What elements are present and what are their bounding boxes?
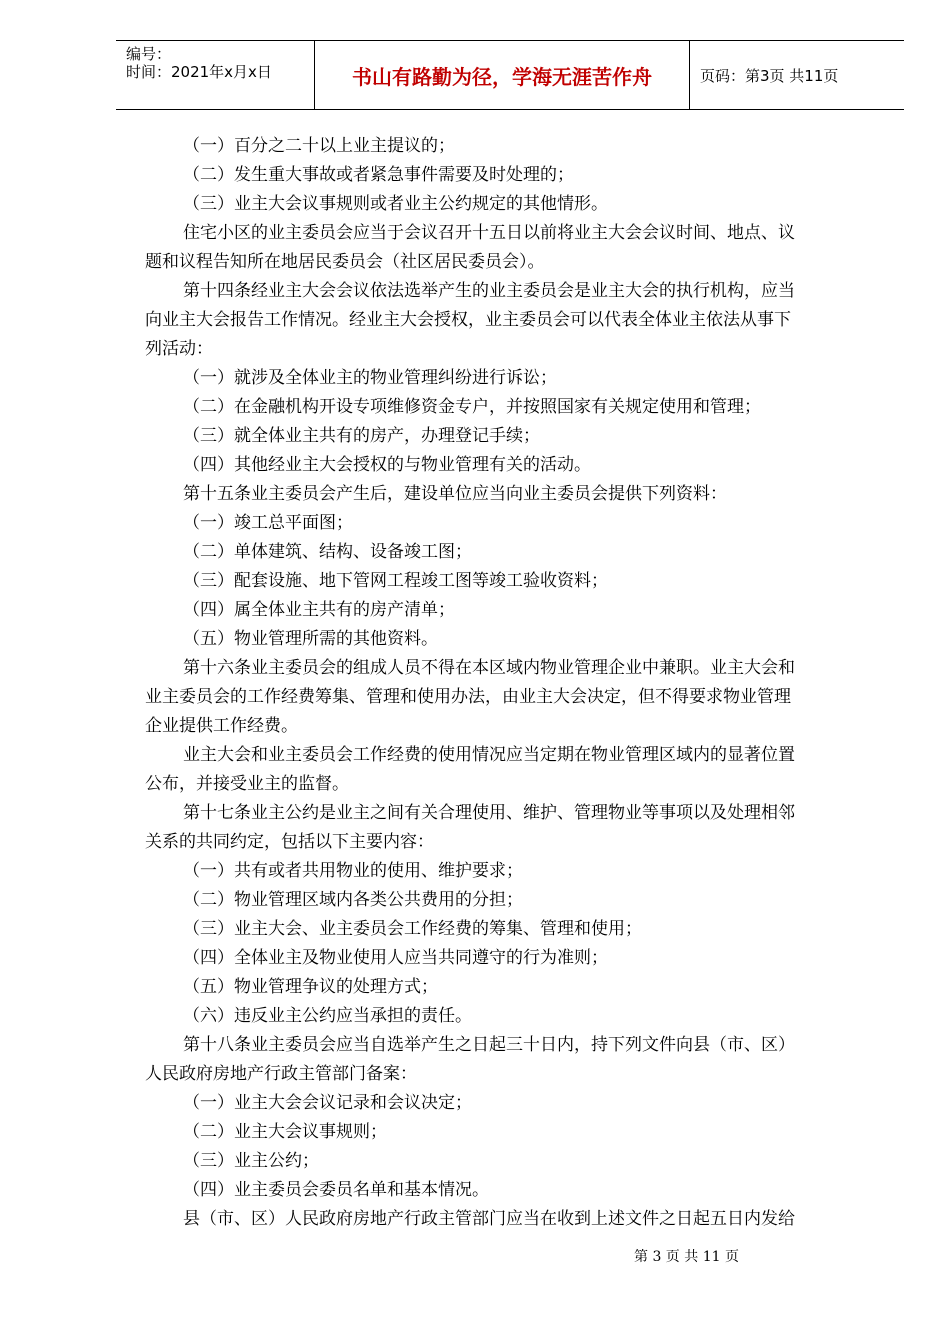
body-line: （四）属全体业主共有的房产清单； xyxy=(183,600,455,620)
body-line: 关系的共同约定，包括以下主要内容： xyxy=(145,832,434,852)
body-line: 第十四条经业主大会会议依法选举产生的业主委员会是业主大会的执行机构，应当 xyxy=(183,281,795,301)
body-line: （四）业主委员会委员名单和基本情况。 xyxy=(183,1180,489,1200)
body-line: （三）业主大会议事规则或者业主公约规定的其他情形。 xyxy=(183,194,608,214)
body-line: （五）物业管理所需的其他资料。 xyxy=(183,629,438,649)
header-number-label: 编号： xyxy=(126,45,172,63)
body-line: （三）就全体业主共有的房产，办理登记手续； xyxy=(183,426,540,446)
body-line: 向业主大会报告工作情况。经业主大会授权，业主委员会可以代表全体业主依法从事下 xyxy=(145,310,791,330)
body-line: （四）其他经业主大会授权的与物业管理有关的活动。 xyxy=(183,455,591,475)
document-body xyxy=(145,132,875,1234)
document-header xyxy=(116,40,904,110)
body-line: （一）就涉及全体业主的物业管理纠纷进行诉讼； xyxy=(183,368,557,388)
body-line: （二）业主大会议事规则； xyxy=(183,1122,387,1142)
header-page-label: 页码：第3页 共11页 xyxy=(700,67,839,85)
body-line: （一）业主大会会议记录和会议决定； xyxy=(183,1093,472,1113)
body-line: （一）百分之二十以上业主提议的； xyxy=(183,136,455,156)
body-line: （三）配套设施、地下管网工程竣工图等竣工验收资料； xyxy=(183,571,608,591)
body-line: 第十五条业主委员会产生后，建设单位应当向业主委员会提供下列资料： xyxy=(183,484,727,504)
body-line: （一）竣工总平面图； xyxy=(183,513,353,533)
body-line: 题和议程告知所在地居民委员会（社区居民委员会）。 xyxy=(145,252,545,272)
body-line: （六）违反业主公约应当承担的责任。 xyxy=(183,1006,472,1026)
body-line: （五）物业管理争议的处理方式； xyxy=(183,977,438,997)
body-line: 企业提供工作经费。 xyxy=(145,716,298,736)
header-time-label: 时间：2021年x月x日 xyxy=(126,63,272,81)
body-line: （二）在金融机构开设专项维修资金专户，并按照国家有关规定使用和管理； xyxy=(183,397,761,417)
body-line: （三）业主大会、业主委员会工作经费的筹集、管理和使用； xyxy=(183,919,642,939)
header-motto: 书山有路勤为径，学海无涯苦作舟 xyxy=(352,65,652,89)
body-line: 列活动： xyxy=(145,339,213,359)
body-line: 住宅小区的业主委员会应当于会议召开十五日以前将业主大会会议时间、地点、议 xyxy=(183,223,795,243)
page-footer: 第 3 页 共 11 页 xyxy=(634,1249,739,1265)
body-line: 第十六条业主委员会的组成人员不得在本区域内物业管理企业中兼职。业主大会和 xyxy=(183,658,795,678)
body-line: 公布，并接受业主的监督。 xyxy=(145,774,349,794)
body-line: 县（市、区）人民政府房地产行政主管部门应当在收到上述文件之日起五日内发给 xyxy=(183,1209,795,1229)
body-line: 第十八条业主委员会应当自选举产生之日起三十日内，持下列文件向县（市、区） xyxy=(183,1035,795,1055)
body-line: （二）单体建筑、结构、设备竣工图； xyxy=(183,542,472,562)
body-line: （二）物业管理区域内各类公共费用的分担； xyxy=(183,890,523,910)
body-line: 人民政府房地产行政主管部门备案： xyxy=(145,1064,417,1084)
body-line: 第十七条业主公约是业主之间有关合理使用、维护、管理物业等事项以及处理相邻 xyxy=(183,803,795,823)
body-line: （四）全体业主及物业使用人应当共同遵守的行为准则； xyxy=(183,948,608,968)
header-page-cell xyxy=(690,41,904,109)
body-line: （一）共有或者共用物业的使用、维护要求； xyxy=(183,861,523,881)
body-line: 业主大会和业主委员会工作经费的使用情况应当定期在物业管理区域内的显著位置 xyxy=(183,745,795,765)
header-meta-cell xyxy=(116,41,314,109)
header-motto-cell xyxy=(314,41,690,109)
body-line: （二）发生重大事故或者紧急事件需要及时处理的； xyxy=(183,165,574,185)
body-line: （三）业主公约； xyxy=(183,1151,319,1171)
body-line: 业主委员会的工作经费筹集、管理和使用办法，由业主大会决定，但不得要求物业管理 xyxy=(145,687,791,707)
